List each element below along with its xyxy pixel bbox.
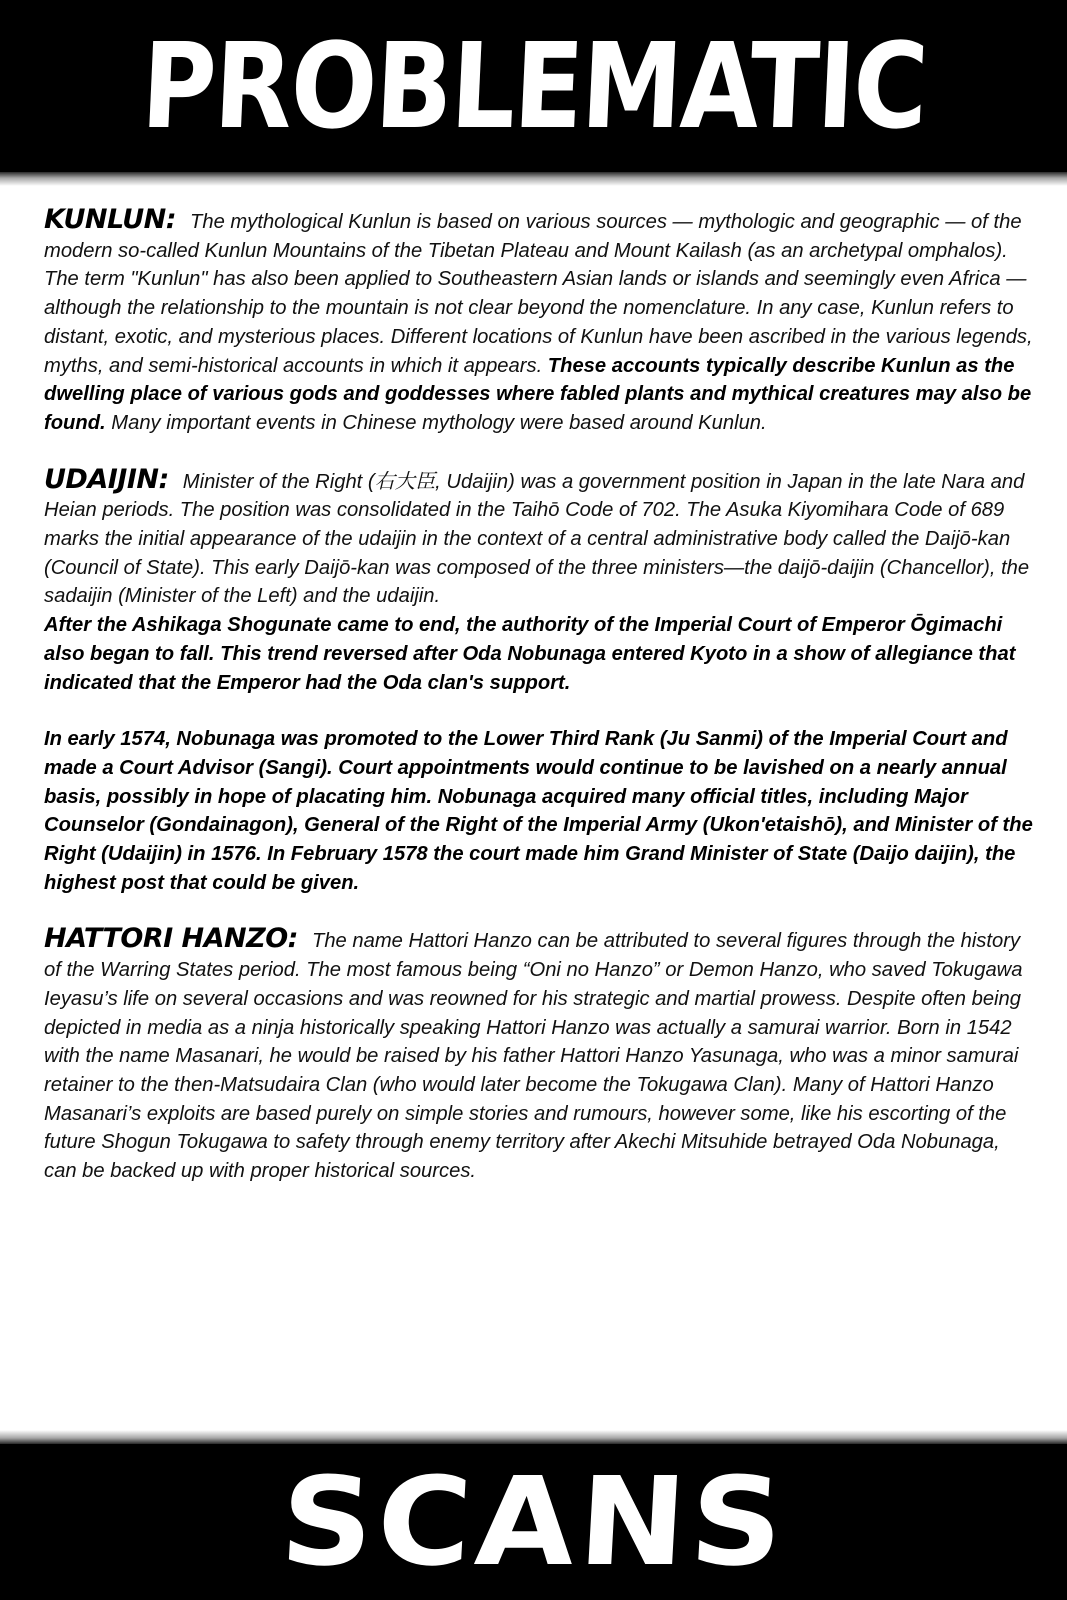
entry-paragraph bbox=[44, 925, 1034, 1185]
entry-text: Minister of the Right (右大臣, Udaijin) was a government position in Japan in the late Nara and Heian periods. The position was consolidated in the Taihō Code of 702. The Asuka Kiyomihara Code of 689 marks the initial appearance of the udaijin in the context of a central administrative body called the Daijō-kan (Council of State). This early Daijō-kan was composed of the three ministers—the daijō-daijin (Chancellor), the sadaijin (Minister of the Left) and the udaijin. bbox=[44, 470, 1030, 608]
entry-text: The name Hattori Hanzo can be attributed to several figures through the history of the Warring States period. The most famous being “Oni no Hanzo” or Demon Hanzo, who saved Tokugawa Ieyasu’s life on several occasions and was reowned for his strategic and martial prowess. Despite often being depicted in media as a ninja historically speaking Hattori Hanzo was actually a samurai warrior. Born in 1542 with the name Masanari, he would be raised by his father Hattori Hanzo Yasunaga, who was a minor samurai retainer to the then-Matsudaira Clan (who would later become the Tokugawa Clan). Many of Hattori Hanzo Masanari’s exploits are based purely on simple stories and rumours, however some, like his escorting of the future Shogun Tokugawa to safety through enemy territory after Akechi Mitsuhide betrayed Oda Nobunaga, can be backed up with proper historical sources. bbox=[44, 930, 1023, 1183]
entry-highlight: In early 1574, Nobunaga was promoted to the Lower Third Rank (Ju Sanmi) of the Imperial Court and made a Court Advisor (Sangi). Court appointments would continue to be lavished on a nearly annual basis, possibly in hope of placating him. Nobunaga acquired many official titles, including Major Counselor (Gondainagon), General of the Right of the Imperial Army (Ukon'etaishō), and Minister of the Right (Udaijin) in 1576. In February 1578 the court made him Grand Minister of State (Daijo daijin), the highest post that could be given. bbox=[44, 728, 1033, 894]
entry-paragraph bbox=[44, 463, 1034, 612]
header-banner bbox=[0, 0, 1067, 172]
entry-highlight: These accounts typically describe Kunlun as the dwelling place of various gods and goddesses where fabled plants and mythical creatures may also be found. bbox=[44, 354, 1032, 434]
entry-paragraph bbox=[44, 206, 1034, 438]
entry-text: Many important events in Chinese mythology were based around Kunlun. bbox=[111, 411, 767, 434]
paragraph-gap bbox=[44, 697, 1034, 725]
entry-term: KUNLUN: bbox=[44, 204, 177, 235]
glossary-entry-udaijin bbox=[44, 463, 1034, 898]
entry-text: The mythological Kunlun is based on various sources — mythologic and geographic — of the modern so-called Kunlun Mountains of the Tibetan Plateau and Mount Kailash (as an archetypal omphalos). The term "Kunlun" has also been applied to Southeastern Asian lands or islands and seemingly even Africa — although the relationship to the mountain is not clear beyond the nomenclature. In any case, Kunlun refers to distant, exotic, and mysterious places. Different locations of Kunlun have been ascribed in the various legends, myths, and semi-historical accounts in which it appears. bbox=[44, 211, 1033, 377]
glossary-entry-kunlun bbox=[44, 206, 1034, 438]
glossary-notes bbox=[44, 206, 1034, 1214]
header-logo: PROBLEMATIC bbox=[138, 17, 929, 155]
footer-logo: SCANS bbox=[276, 1451, 791, 1593]
entry-term: UDAIJIN: bbox=[44, 463, 169, 495]
glossary-entry-hattori-hanzo bbox=[44, 925, 1034, 1185]
entry-highlight: After the Ashikaga Shogunate came to end, the authority of the Imperial Court of Emperor Ōgimachi also began to fall. This trend reversed after Oda Nobunaga entered Kyoto in a show of allegiance that indicated that the Emperor had the Oda clan's support. bbox=[44, 614, 1016, 694]
footer-banner bbox=[0, 1444, 1067, 1600]
entry-term: HATTORI HANZO: bbox=[44, 923, 298, 955]
